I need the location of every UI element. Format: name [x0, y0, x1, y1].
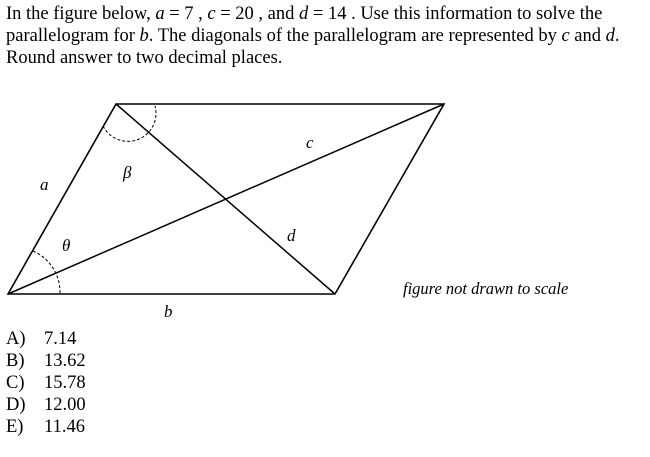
- label-theta: θ: [62, 236, 71, 255]
- angle-arc-theta: [33, 251, 60, 294]
- choice-c[interactable]: [6, 372, 86, 394]
- label-a: a: [40, 175, 49, 194]
- choice-value: 11.46: [44, 417, 85, 437]
- question-segment: and: [569, 26, 606, 46]
- variable-d: d: [299, 4, 309, 24]
- variable-d: d: [605, 26, 615, 46]
- label-b: b: [164, 302, 173, 321]
- choice-b[interactable]: [6, 350, 86, 372]
- choice-e[interactable]: [6, 416, 86, 438]
- choice-letter: E): [6, 417, 24, 437]
- variable-a: a: [155, 4, 165, 24]
- choice-value: 12.00: [44, 395, 86, 415]
- choice-letter: D): [6, 395, 26, 415]
- choice-value: 7.14: [44, 329, 77, 349]
- choice-letter: A): [6, 329, 26, 349]
- choice-letter: C): [6, 373, 25, 393]
- variable-b: b: [139, 26, 149, 46]
- question-segment: = 20 , and: [215, 4, 300, 24]
- label-beta: β: [123, 163, 132, 182]
- question-segment: . The diagonals of the parallelogram are represented by: [148, 26, 562, 46]
- answer-choices: [6, 328, 86, 438]
- choice-letter: B): [6, 351, 25, 371]
- choice-d[interactable]: [6, 394, 86, 416]
- question-segment: = 7 ,: [164, 4, 208, 24]
- diagonal-d: [116, 104, 335, 294]
- choice-value: 13.62: [44, 351, 86, 371]
- question-segment: = 14 . Use this information to solve the parallelogram for: [6, 4, 603, 46]
- choice-value: 15.78: [44, 373, 86, 393]
- label-c: c: [306, 133, 314, 152]
- label-d: d: [287, 226, 296, 245]
- choice-a[interactable]: [6, 328, 86, 350]
- question-segment: . Round answer to two decimal places.: [6, 26, 620, 68]
- variable-c: c: [207, 4, 216, 24]
- variable-c: c: [561, 26, 570, 46]
- figure-note: figure not drawn to scale: [403, 279, 569, 298]
- question-segment: In the figure below,: [6, 4, 156, 24]
